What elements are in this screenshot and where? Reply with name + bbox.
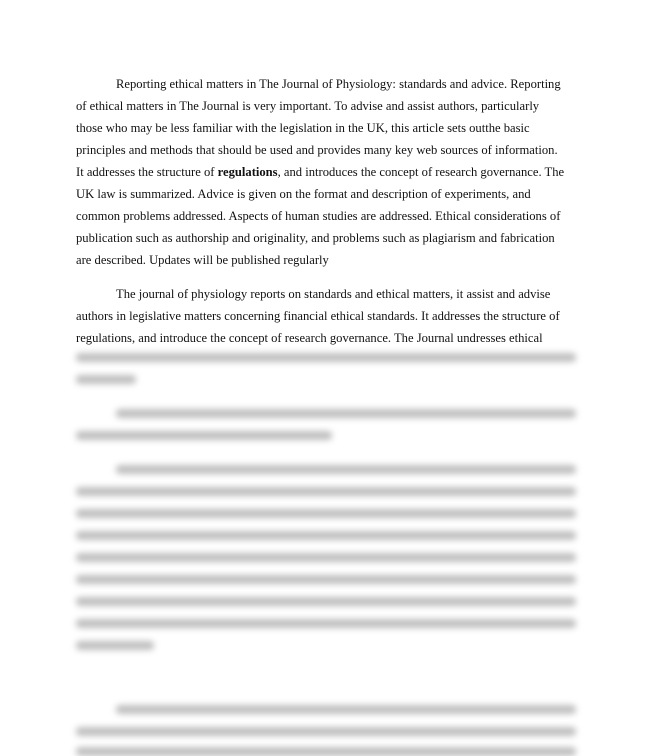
blurred-line	[76, 509, 576, 518]
blurred-line	[76, 641, 154, 650]
blurred-line	[116, 409, 576, 418]
blurred-content	[0, 345, 650, 750]
blurred-line	[76, 531, 576, 540]
text-line: those who may be less familiar with the legislation in the UK, this article sets outthe basic	[76, 121, 530, 135]
summary-paragraph	[76, 283, 576, 349]
text-line: publication such as authorship and originality, and problems such as plagiarism and fabrication	[76, 231, 555, 245]
text-line: common problems addressed. Aspects of human studies are addressed. Ethical considerations of	[76, 209, 561, 223]
blurred-line	[76, 747, 576, 756]
blurred-line	[76, 597, 576, 606]
text-line: regulations, and introduce the concept of research governance. The Journal undresses ethical	[76, 331, 543, 345]
blurred-line	[76, 619, 576, 628]
blurred-line	[76, 375, 136, 384]
text-line: are described. Updates will be published regularly	[76, 253, 329, 267]
text-line: principles and methods that should be used and provides many key web sources of information.	[76, 143, 558, 157]
blurred-line	[76, 487, 576, 496]
text-segment: It addresses the structure of	[76, 165, 218, 179]
text-line: of ethical matters in The Journal is very important. To advise and assist authors, particularly	[76, 99, 540, 113]
blurred-line	[116, 465, 576, 474]
text-line	[76, 161, 576, 183]
text-line: The journal of physiology reports on standards and ethical matters, it assist and advise	[116, 287, 551, 301]
blurred-line	[76, 431, 332, 440]
abstract-paragraph	[76, 73, 576, 271]
blurred-line	[76, 553, 576, 562]
text-line: UK law is summarized. Advice is given on the format and description of experiments, and	[76, 187, 531, 201]
blurred-line	[116, 705, 576, 714]
text-line: authors in legislative matters concerning financial ethical standards. It addresses the structure of	[76, 309, 560, 323]
text-line: Reporting ethical matters in The Journal of Physiology: standards and advice. Reporting	[116, 77, 561, 91]
blurred-line	[76, 575, 576, 584]
blurred-line	[76, 353, 576, 362]
blurred-line	[76, 727, 576, 736]
bold-keyword: regulations	[217, 165, 278, 179]
text-segment: , and introduces the concept of research governance. The	[277, 165, 565, 179]
